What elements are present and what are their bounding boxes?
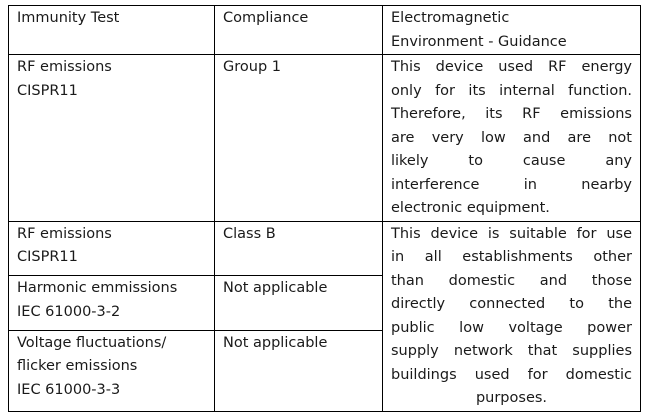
compliance-text: Group 1 xyxy=(223,59,281,75)
test-cell xyxy=(9,330,215,411)
shared-guidance-cell xyxy=(383,221,641,411)
table-row xyxy=(9,55,641,222)
test-line: Harmonic emmissions xyxy=(17,280,178,297)
guidance-line: in all establishments other xyxy=(391,249,632,265)
compliance-cell xyxy=(215,330,383,411)
header-guidance-line: Electromagnetic xyxy=(391,10,510,26)
guidance-line: are very low and are not xyxy=(391,129,632,146)
test-line: IEC 61000-3-2 xyxy=(17,303,121,320)
header-guidance xyxy=(383,6,641,55)
test-line: CISPR11 xyxy=(17,249,78,265)
guidance-line: directly connected to the xyxy=(391,296,632,312)
guidance-line: public low voltage power xyxy=(391,319,632,336)
test-line: IEC 61000-3-3 xyxy=(17,381,121,398)
compliance-cell xyxy=(215,221,383,276)
header-immunity-test xyxy=(9,6,215,55)
guidance-line: purposes. xyxy=(475,390,548,406)
guidance-line: interference in nearby xyxy=(391,176,632,193)
header-compliance-text: Compliance xyxy=(223,10,309,26)
test-line: CISPR11 xyxy=(17,82,78,99)
emc-table xyxy=(8,5,641,412)
test-cell xyxy=(9,221,215,276)
header-guidance-line: Environment - Guidance xyxy=(391,33,567,50)
test-cell xyxy=(9,55,215,222)
compliance-text: Not applicable xyxy=(223,334,328,351)
test-line: Voltage fluctuations/ xyxy=(17,334,167,351)
test-cell xyxy=(9,276,215,331)
guidance-line: This device used RF energy xyxy=(391,59,632,75)
guidance-line: only for its internal function. xyxy=(391,82,632,99)
guidance-cell xyxy=(383,55,641,222)
compliance-text: Class B xyxy=(223,225,276,242)
table-row xyxy=(9,221,641,276)
compliance-text: Not applicable xyxy=(223,280,328,297)
compliance-cell xyxy=(215,55,383,222)
header-immunity-test-text: Immunity Test xyxy=(17,10,120,26)
header-compliance xyxy=(215,6,383,55)
guidance-line: likely to cause any xyxy=(391,153,632,169)
guidance-line: buildings used for domestic xyxy=(391,366,632,383)
test-line: RF emissions xyxy=(17,59,112,75)
compliance-cell xyxy=(215,276,383,331)
test-line: RF emissions xyxy=(17,225,112,242)
guidance-line: supply network that supplies xyxy=(391,343,632,359)
guidance-line: electronic equipment. xyxy=(391,200,550,216)
guidance-line: Therefore, its RF emissions xyxy=(391,106,632,122)
test-line: flicker emissions xyxy=(17,358,138,375)
guidance-line: than domestic and those xyxy=(391,272,632,289)
header-row xyxy=(9,6,641,55)
guidance-line: This device is suitable for use xyxy=(391,225,632,242)
